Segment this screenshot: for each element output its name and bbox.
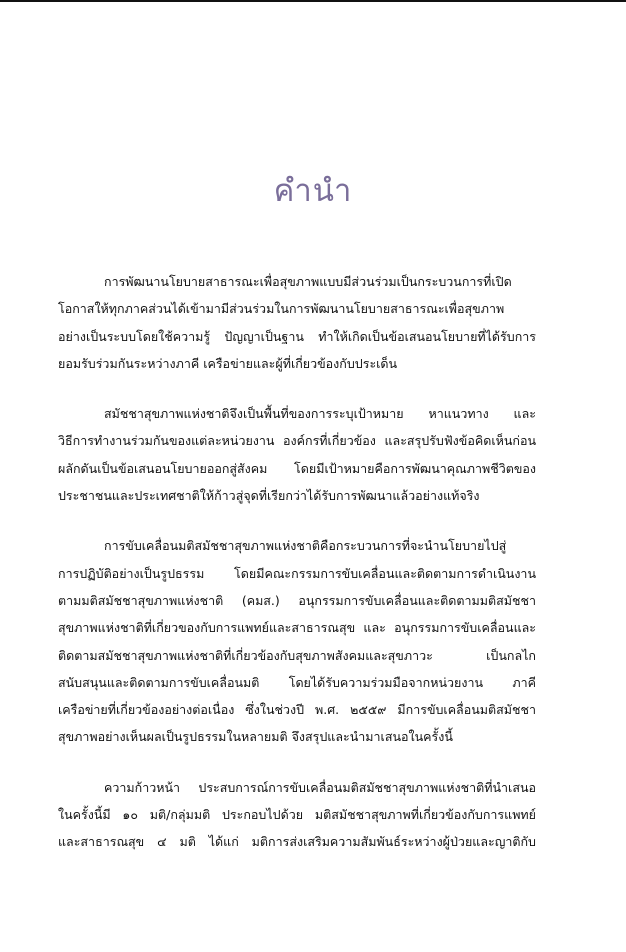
text-line: การพัฒนานโยบายสาธารณะเพื่อสุขภาพแบบมีส่วนร่วมเป็นกระบวนการที่เปิด — [104, 274, 512, 289]
text-line: สุขภาพแห่งชาติที่เกี่ยวของกับการแพทย์และสาธารณสุข และ อนุกรรมการขับเคลื่อนและ — [58, 620, 536, 636]
paragraph-1 — [58, 268, 536, 377]
text-line: การปฏิบัติอย่างเป็นรูปธรรม โดยมีคณะกรรมการขับเคลื่อนและติดตามการดำเนินงาน — [58, 565, 536, 581]
paragraph-2 — [58, 400, 536, 509]
document-body — [58, 268, 536, 879]
text-line: การขับเคลื่อนมติสมัชชาสุขภาพแห่งชาติคือกระบวนการที่จะนำนโยบายไปสู่ — [104, 538, 507, 554]
text-line: สมัชชาสุขภาพแห่งชาติจึงเป็นพื้นที่ของการระบุเป้าหมาย หาแนวทาง และ — [104, 406, 536, 422]
text-line: และสาธารณสุข ๔ มติ ได้แก่ มติการส่งเสริมความสัมพันธ์ระหว่างผู้ป่วยและญาติกับ — [58, 834, 536, 850]
text-line: เครือข่ายที่เกี่ยวข้องอย่างต่อเนื่อง ซึ่งในช่วงปี พ.ศ. ๒๕๕๙ มีการขับเคลื่อนมติสมัชชา — [58, 702, 536, 718]
text-line: ประชาชนและประเทศชาติให้ก้าวสู่จุดที่เรียกว่าได้รับการพัฒนาแล้วอย่างแท้จริง — [58, 488, 480, 504]
text-line: โอกาสให้ทุกภาคส่วนได้เข้ามามีส่วนร่วมในการพัฒนานโยบายสาธารณะเพื่อสุขภาพ — [58, 301, 505, 317]
text-line: ผลักดันเป็นข้อเสนอนโยบายออกสู่สังคม โดยมีเป้าหมายคือการพัฒนาคุณภาพชีวิตของ — [58, 460, 536, 476]
text-line: อย่างเป็นระบบโดยใช้ความรู้ ปัญญาเป็นฐาน ทำให้เกิดเป็นข้อเสนอนโยบายที่ได้รับการ — [58, 328, 536, 344]
paragraph-3 — [58, 532, 536, 750]
text-line: ติดตามสมัชชาสุขภาพแห่งชาติที่เกี่ยวข้องกับสุขภาพสังคมและสุขภาวะ เป็นกลไก — [58, 647, 536, 663]
paragraph-4 — [58, 774, 536, 856]
text-line: ยอมรับร่วมกันระหว่างภาคี เครือข่ายและผู้ที่เกี่ยวข้องกับประเด็น — [58, 355, 398, 371]
text-line: ในครั้งนี้มี ๑๐ มติ/กลุ่มมติ ประกอบไปด้วย มติสมัชชาสุขภาพที่เกี่ยวข้องกับการแพทย์ — [58, 807, 536, 823]
text-line: สุขภาพอย่างเห็นผลเป็นรูปธรรมในหลายมติ จึงสรุปและนำมาเสนอในครั้งนี้ — [58, 729, 453, 745]
top-rule — [0, 0, 626, 2]
page-title: คำนำ — [273, 173, 353, 209]
text-line: ตามมติสมัชชาสุขภาพแห่งชาติ (คมส.) อนุกรรมการขับเคลื่อนและติดตามมติสมัชชา — [58, 592, 536, 608]
text-line: วิธีการทำงานร่วมกันของแต่ละหน่วยงาน องค์กรที่เกี่ยวข้อง และสรุปรับฟังข้อคิดเห็นก่อน — [58, 433, 536, 449]
text-line: ความก้าวหน้า ประสบการณ์การขับเคลื่อนมติสมัชชาสุขภาพแห่งชาติที่นำเสนอ — [104, 779, 536, 795]
text-line: สนับสนุนและติดตามการขับเคลื่อนมติ โดยได้รับความร่วมมือจากหน่วยงาน ภาคี — [58, 674, 536, 690]
